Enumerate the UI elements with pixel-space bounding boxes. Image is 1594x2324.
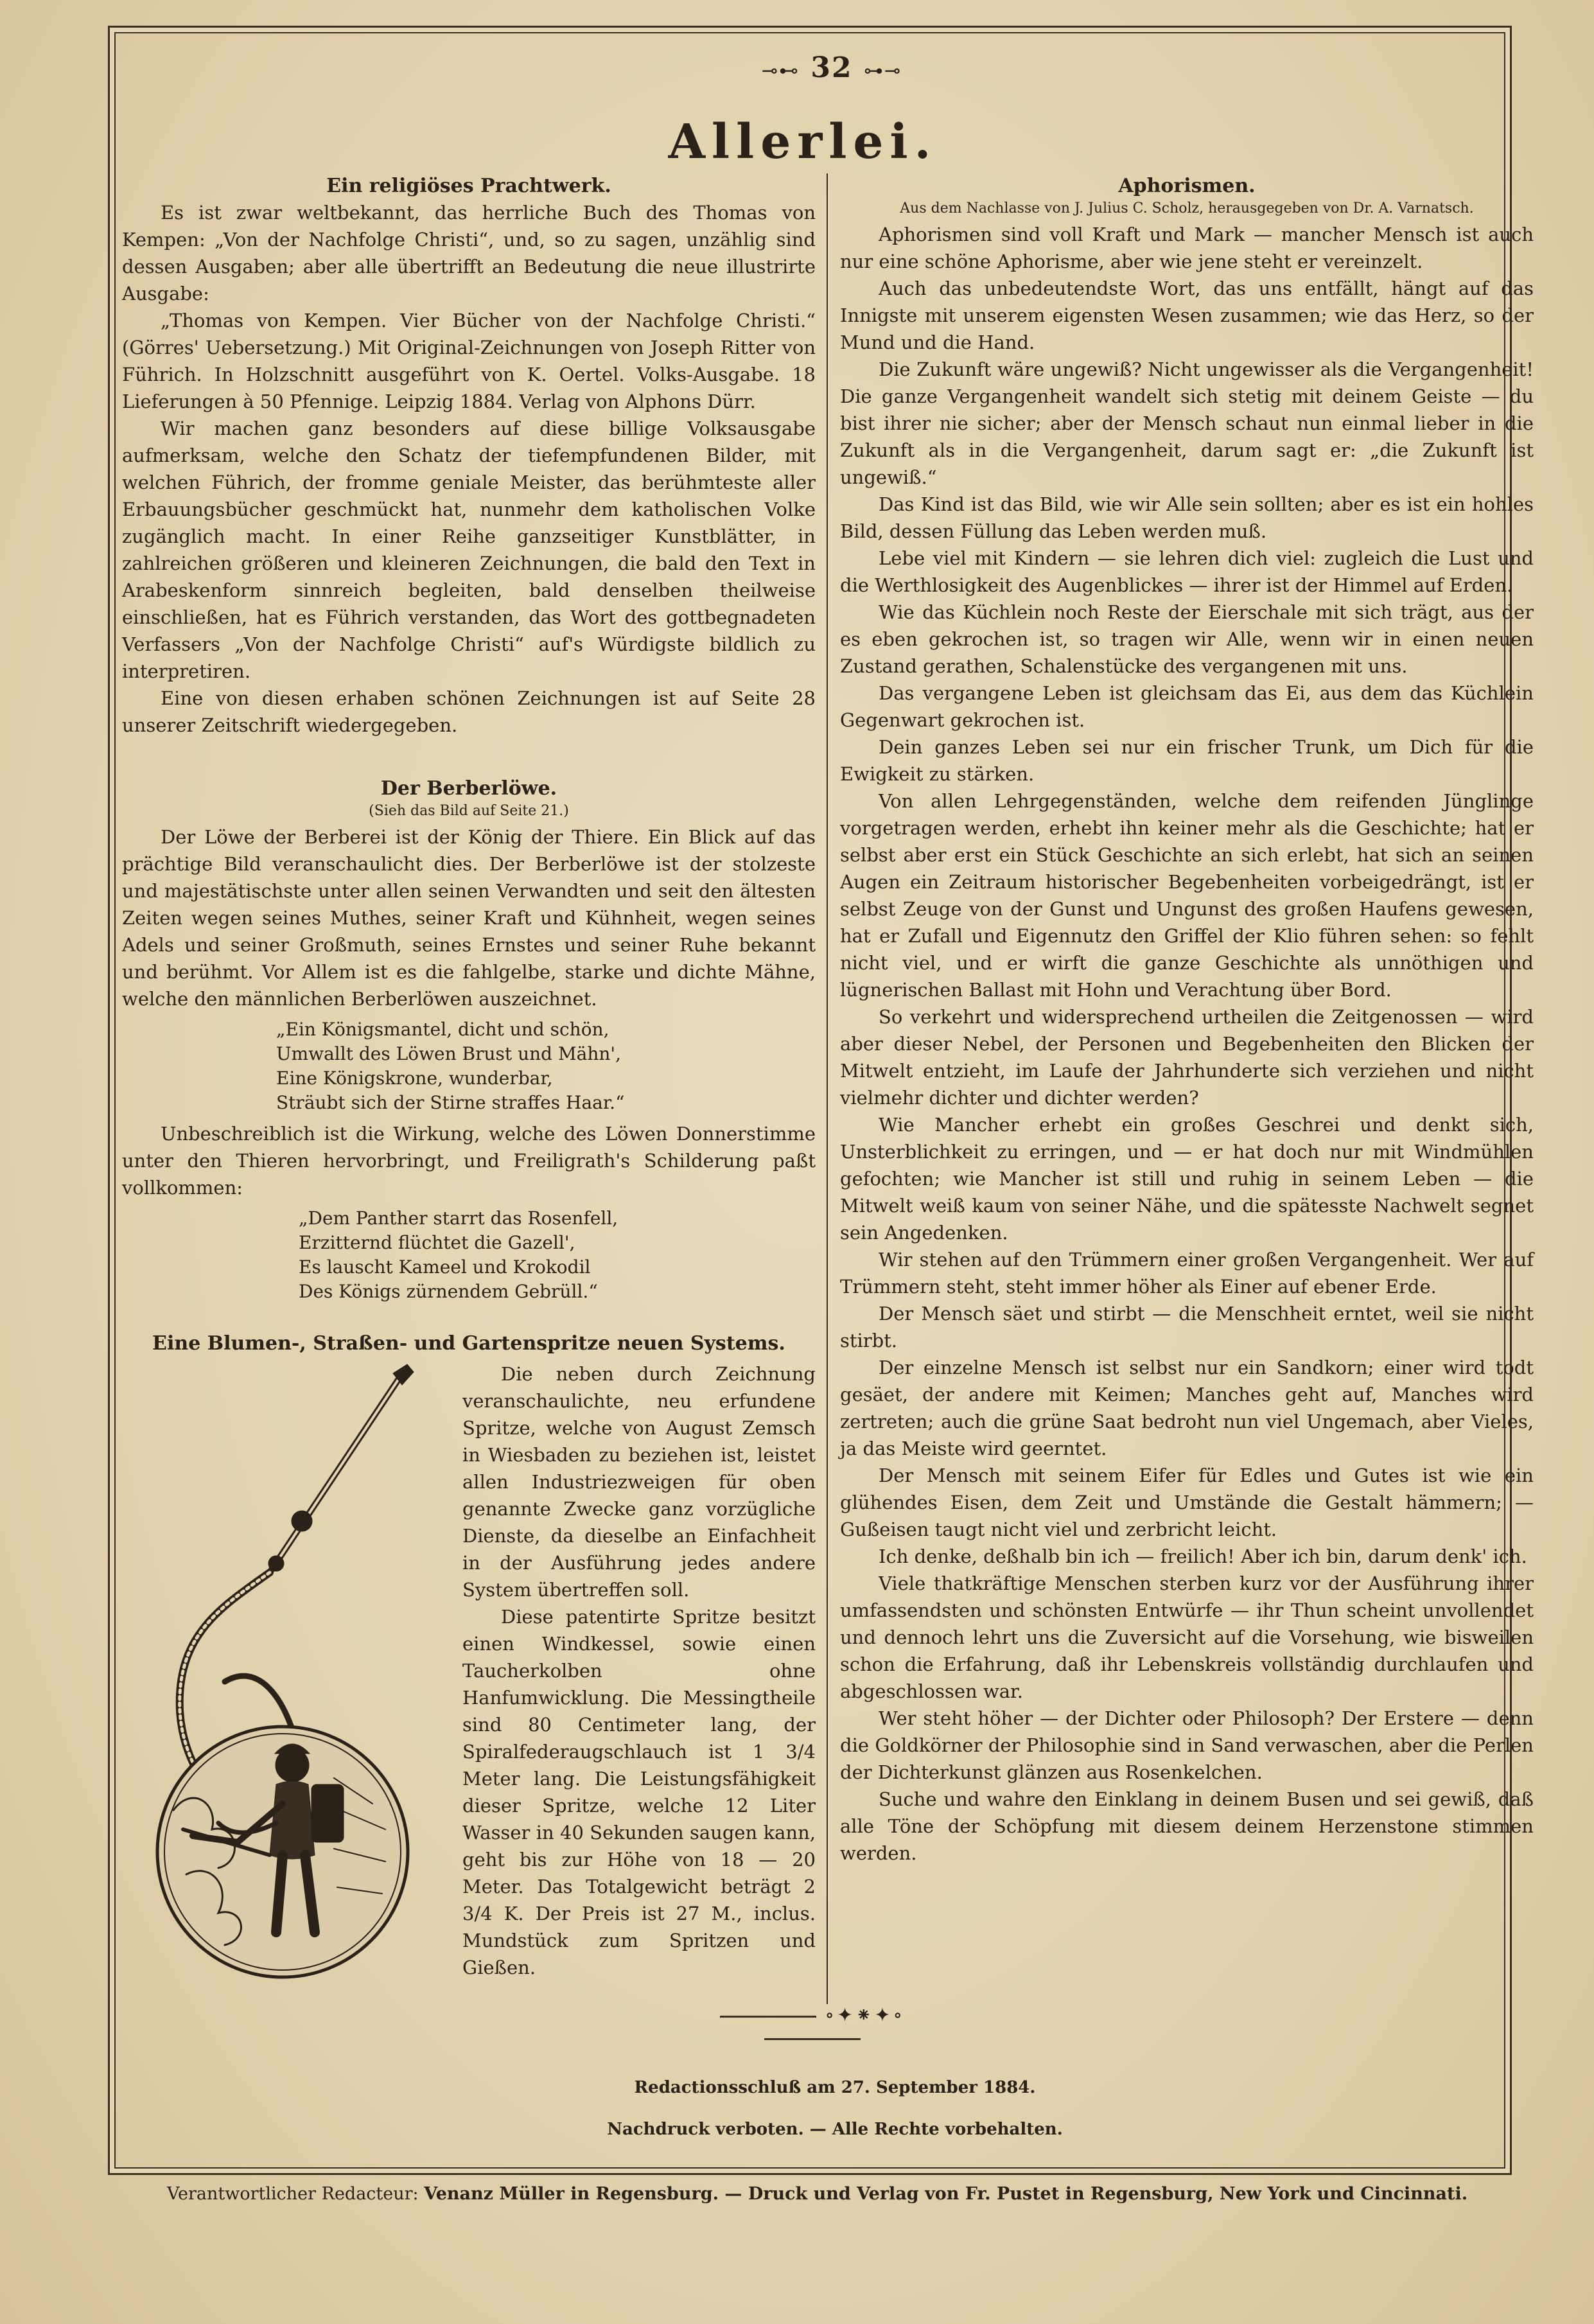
verse-line: Erzitternd flüchtet die Gazell', xyxy=(299,1232,575,1253)
aphorism-paragraph: Wer steht höher — der Dichter oder Philosoph? Der Erstere — denn die Goldkörner der Philosophie sind in Sand verwaschen, aber die Perlen der Dichterkunst glänzen aus Rosenkelchen. xyxy=(840,1707,1534,1783)
aphorism-paragraph: Wie das Küchlein noch Reste der Eierschale mit sich trägt, aus der es eben gekrochen ist, so tragen wir Alle, wenn wir in einen neuen Zustand gerathen, Schalenstücke des vergangenen mit uns. xyxy=(840,601,1534,677)
sprayer-illustration xyxy=(122,1360,456,1984)
poem-stanza xyxy=(122,1017,816,1115)
page-title: Allerlei. xyxy=(668,114,938,170)
paragraph: „Thomas von Kempen. Vier Bücher von der Nachfolge Christi.“ (Görres' Uebersetzung.) Mit Original-Zeichnungen von Joseph Ritter von Führich. In Holzschnitt ausgeführt von K. Oertel. Volks-Ausgabe. 18 Lieferungen à 50 Pfennige. Leipzig 1884. Verlag von Alphons Dürr. xyxy=(122,310,816,412)
aphorism-paragraph: Dein ganzes Leben sei nur ein frischer Trunk, um Dich für die Ewigkeit zu stärken. xyxy=(840,736,1534,785)
verse-line: Es lauscht Kameel und Krokodil xyxy=(299,1256,591,1278)
imprint-text: Venanz Müller in Regensburg. — Druck und Verlag von Fr. Pustet in Regensburg, New York und Cincinnati. xyxy=(424,2184,1468,2204)
imprint-label: Verantwortlicher Redacteur: xyxy=(167,2184,419,2204)
left-column xyxy=(122,173,816,1984)
page-number xyxy=(751,51,912,84)
aphorism-paragraph: Aphorismen sind voll Kraft und Mark — mancher Mensch ist auch nur eine schöne Aphorisme, aber wie jene steht er vereinzelt. xyxy=(840,224,1534,272)
article-heading-sprayer: Eine Blumen-, Straßen- und Gartenspritze neuen Systems. xyxy=(152,1332,785,1355)
rights-note: Nachdruck verboten. — Alle Rechte vorbehalten. xyxy=(607,2120,1063,2139)
paragraph: Der Löwe der Berberei ist der König der Thiere. Ein Blick auf das prächtige Bild veranschaulicht dies. Der Berberlöwe ist der stolzeste und majestätischste unter allen seinen Verwandten und seit den ältesten Zeiten wegen seines Muthes, seiner Kraft und Kühnheit, wegen seines Adels und seiner Großmuth, seines Ernstes und seiner Ruhe bekannt und berühmt. Vor Allem ist es die fahlgelbe, starke und dichte Mähne, welche den männlichen Berberlöwen auszeichnet. xyxy=(122,826,816,1010)
aphorism-paragraph: Wie Mancher erhebt ein großes Geschrei und denkt sich, Unsterblichkeit zu erringen, und — er hat doch nur mit Windmühlen gefochten; wie Mancher ist still und ruhig in seinem Leben — die Mitwelt weiß kaum von seiner Nähe, und die spätesste Nachwelt segnet sein Angedenken. xyxy=(840,1114,1534,1244)
imprint-line xyxy=(167,2184,1516,2204)
paragraph: Die neben durch Zeichnung veranschaulichte, neu erfundene Spritze, welche von August Zemsch in Wiesbaden zu beziehen ist, leistet allen Industriezweigen für oben genannte Zwecke ganz vorzügliche Dienste, da dieselbe an Einfachheit in der Ausführung jedes andere System übertreffen soll. xyxy=(462,1363,816,1601)
redaction-note: Redactionsschluß am 27. September 1884. xyxy=(634,2078,1036,2097)
aphorism-paragraph: So verkehrt und widersprechend urtheilen die Zeitgenossen — wird aber dieser Nebel, der Personen und Begebenheiten den Blicken der Mitwelt entzieht, im Laufe der Jahrhunderte sich verziehen und nicht vielmehr dichter und dichter werden? xyxy=(840,1006,1534,1109)
aphorism-paragraph: Wir stehen auf den Trümmern einer großen Vergangenheit. Wer auf Trümmern steht, steht immer höher als Einer auf ebener Erde. xyxy=(840,1249,1534,1298)
aphorism-list xyxy=(840,221,1534,1867)
ornament-left: ⊸⊷ xyxy=(761,60,800,82)
end-ornament: ∘✦⁕✦∘ xyxy=(687,2004,938,2049)
aphorism-paragraph: Das Kind ist das Bild, wie wir Alle sein sollten; aber es ist ein hohles Bild, dessen Füllung das Leben werden muß. xyxy=(840,493,1534,542)
page-number-text: 32 xyxy=(810,51,853,84)
aphorism-paragraph: Der Mensch säet und stirbt — die Menschheit erntet, weil sie nicht stirbt. xyxy=(840,1303,1534,1351)
aphorism-paragraph: Der Mensch mit seinem Eifer für Edles und Gutes ist wie ein glühendes Eisen, dem Zeit und Umstände die Gestalt hämmern; — Gußeisen taugt nicht viel und zerbricht leicht. xyxy=(840,1465,1534,1540)
verse-line: „Dem Panther starrt das Rosenfell, xyxy=(299,1208,618,1229)
paragraph: Wir machen ganz besonders auf diese billige Volksausgabe aufmerksam, welche den Schatz der tiefempfundenen Bilder, mit welchen Führich, der fromme geniale Meister, das berühmteste aller Erbauungsbücher geschmückt hat, nunmehr dem katholischen Volke zugänglich macht. In einer Reihe ganzseitiger Kunstblätter, in zahlreichen größeren und kleineren Zeichnungen, die bald den Text in Arabeskenform sinnreich begleiten, bald denselben theilweise einschließen, hat es Führich verstanden, das Wort des gottbegnadeten Verfassers „Von der Nachfolge Christi“ auf's Würdigste bildlich zu interpretiren. xyxy=(122,418,816,682)
aphorism-paragraph: Von allen Lehrgegenständen, welche dem reifenden Jünglinge vorgetragen werden, erhebt ihn keiner mehr als die Geschichte; hat er selbst aber erst ein Stück Geschichte an sich erlebt, hat sich an seinen Augen ein Zeitraum historischer Begebenheiten vorbeigedrängt, ist er selbst Zeuge von der Gunst und Ungunst des großen Haufens gewesen, hat er Zufall und Eigennutz den Griffel der Klio führen sehen: so fehlt nicht viel, und er wirft die ganze Geschichte als unnöthigen und lügnerischen Ballast mit Hohn und Verachtung über Bord. xyxy=(840,790,1534,1001)
column-divider xyxy=(827,173,828,2004)
ornament-right: ⊶⊸ xyxy=(863,60,902,82)
article-heading-religious: Ein religiöses Prachtwerk. xyxy=(326,175,611,197)
paragraph: Es ist zwar weltbekannt, das herrliche Buch des Thomas von Kempen: „Von der Nachfolge Christi“, und, so zu sagen, unzählig sind dessen Ausgaben; aber alle übertrifft an Bedeutung die neue illustrirte Ausgabe: xyxy=(122,202,816,304)
sprayer-section xyxy=(122,1360,816,1984)
sprayer-text xyxy=(462,1360,816,1981)
aphorism-paragraph: Viele thatkräftige Menschen sterben kurz vor der Ausführung ihrer umfassendsten und schönsten Entwürfe — ihr Thun scheint unvollendet und dennoch lehrt uns die Zuversicht auf die Vorsehung, wie bisweilen schon die Erfahrung, daß ihr Lebenskreis vollständig durchlaufen und abgeschlossen war. xyxy=(840,1572,1534,1702)
aphorism-paragraph: Suche und wahre den Einklang in deinem Busen und sei gewiß, daß alle Töne der Schöpfung mit diesem deinem Herzenstone stimmen werden. xyxy=(840,1788,1534,1864)
aphorism-paragraph: Das vergangene Leben ist gleichsam das Ei, aus dem das Küchlein Gegenwart gekrochen ist. xyxy=(840,682,1534,731)
poem-stanza xyxy=(122,1206,816,1304)
aphorism-paragraph: Die Zukunft wäre ungewiß? Nicht ungewisser als die Vergangenheit! Die ganze Vergangenheit wandelt sich stetig mit deinem Geiste — du bist ihrer nie sicher; aber der Mensch schaut nun einmal lieber in die Zukunft als in die Vergangenheit, darum sagt er: „die Zukunft ist ungewiß.“ xyxy=(840,358,1534,488)
aphorism-paragraph: Lebe viel mit Kindern — sie lehren dich viel: zugleich die Lust und die Werthlosigkeit des Augenblickes — ihrer ist der Himmel auf Erden. xyxy=(840,547,1534,596)
article-heading-aphorisms: Aphorismen. xyxy=(1118,175,1256,197)
verse-line: Des Königs zürnendem Gebrüll.“ xyxy=(299,1281,598,1302)
verse-line: Umwallt des Löwen Brust und Mähn', xyxy=(276,1043,621,1064)
right-column xyxy=(840,173,1534,1867)
article-heading-lion: Der Berberlöwe. xyxy=(380,777,557,800)
article-subheading: (Sieh das Bild auf Seite 21.) xyxy=(369,803,569,819)
paragraph: Eine von diesen erhaben schönen Zeichnungen ist auf Seite 28 unserer Zeitschrift wiedergegeben. xyxy=(122,687,816,736)
paragraph: Unbeschreiblich ist die Wirkung, welche des Löwen Donnerstimme unter den Thieren hervorbringt, und Freiligrath's Schilderung paßt vollkommen: xyxy=(122,1123,816,1199)
aphorism-paragraph: Auch das unbedeutendste Wort, das uns entfällt, hängt auf das Innigste mit unserem eigensten Wesen zusammen; wie das Herz, so der Mund und die Hand. xyxy=(840,277,1534,353)
verse-line: „Ein Königsmantel, dicht und schön, xyxy=(276,1019,609,1040)
aphorism-paragraph: Der einzelne Mensch ist selbst nur ein Sandkorn; einer wird todt gesäet, der andere mit Keimen; Manches geht auf, Manches wird zertreten; auch die grüne Saat bedroht nun viel Ungemach, aber Vieles, ja das Meiste wird geerntet. xyxy=(840,1357,1534,1459)
paragraph: Diese patentirte Spritze besitzt einen Windkessel, sowie einen Taucherkolben ohne Hanfumwicklung. Die Messingtheile sind 80 Centimeter lang, der Spiralfederaugschlauch ist 1 3/4 Meter lang. Die Leistungsfähigkeit dieser Spritze, welche 12 Liter Wasser in 40 Sekunden saugen kann, geht bis zur Höhe von 18 — 20 Meter. Das Totalgewicht beträgt 2 3/4 K. Der Preis ist 27 M., inclus. Mundstück zum Spritzen und Gießen. xyxy=(462,1606,816,1978)
article-subheading: Aus dem Nachlasse von J. Julius C. Scholz, herausgegeben von Dr. A. Varnatsch. xyxy=(900,200,1474,216)
verse-line: Sträubt sich der Stirne straffes Haar.“ xyxy=(276,1092,625,1113)
aphorism-paragraph: Ich denke, deßhalb bin ich — freilich! Aber ich bin, darum denk' ich. xyxy=(879,1545,1527,1567)
verse-line: Eine Königskrone, wunderbar, xyxy=(276,1068,553,1089)
